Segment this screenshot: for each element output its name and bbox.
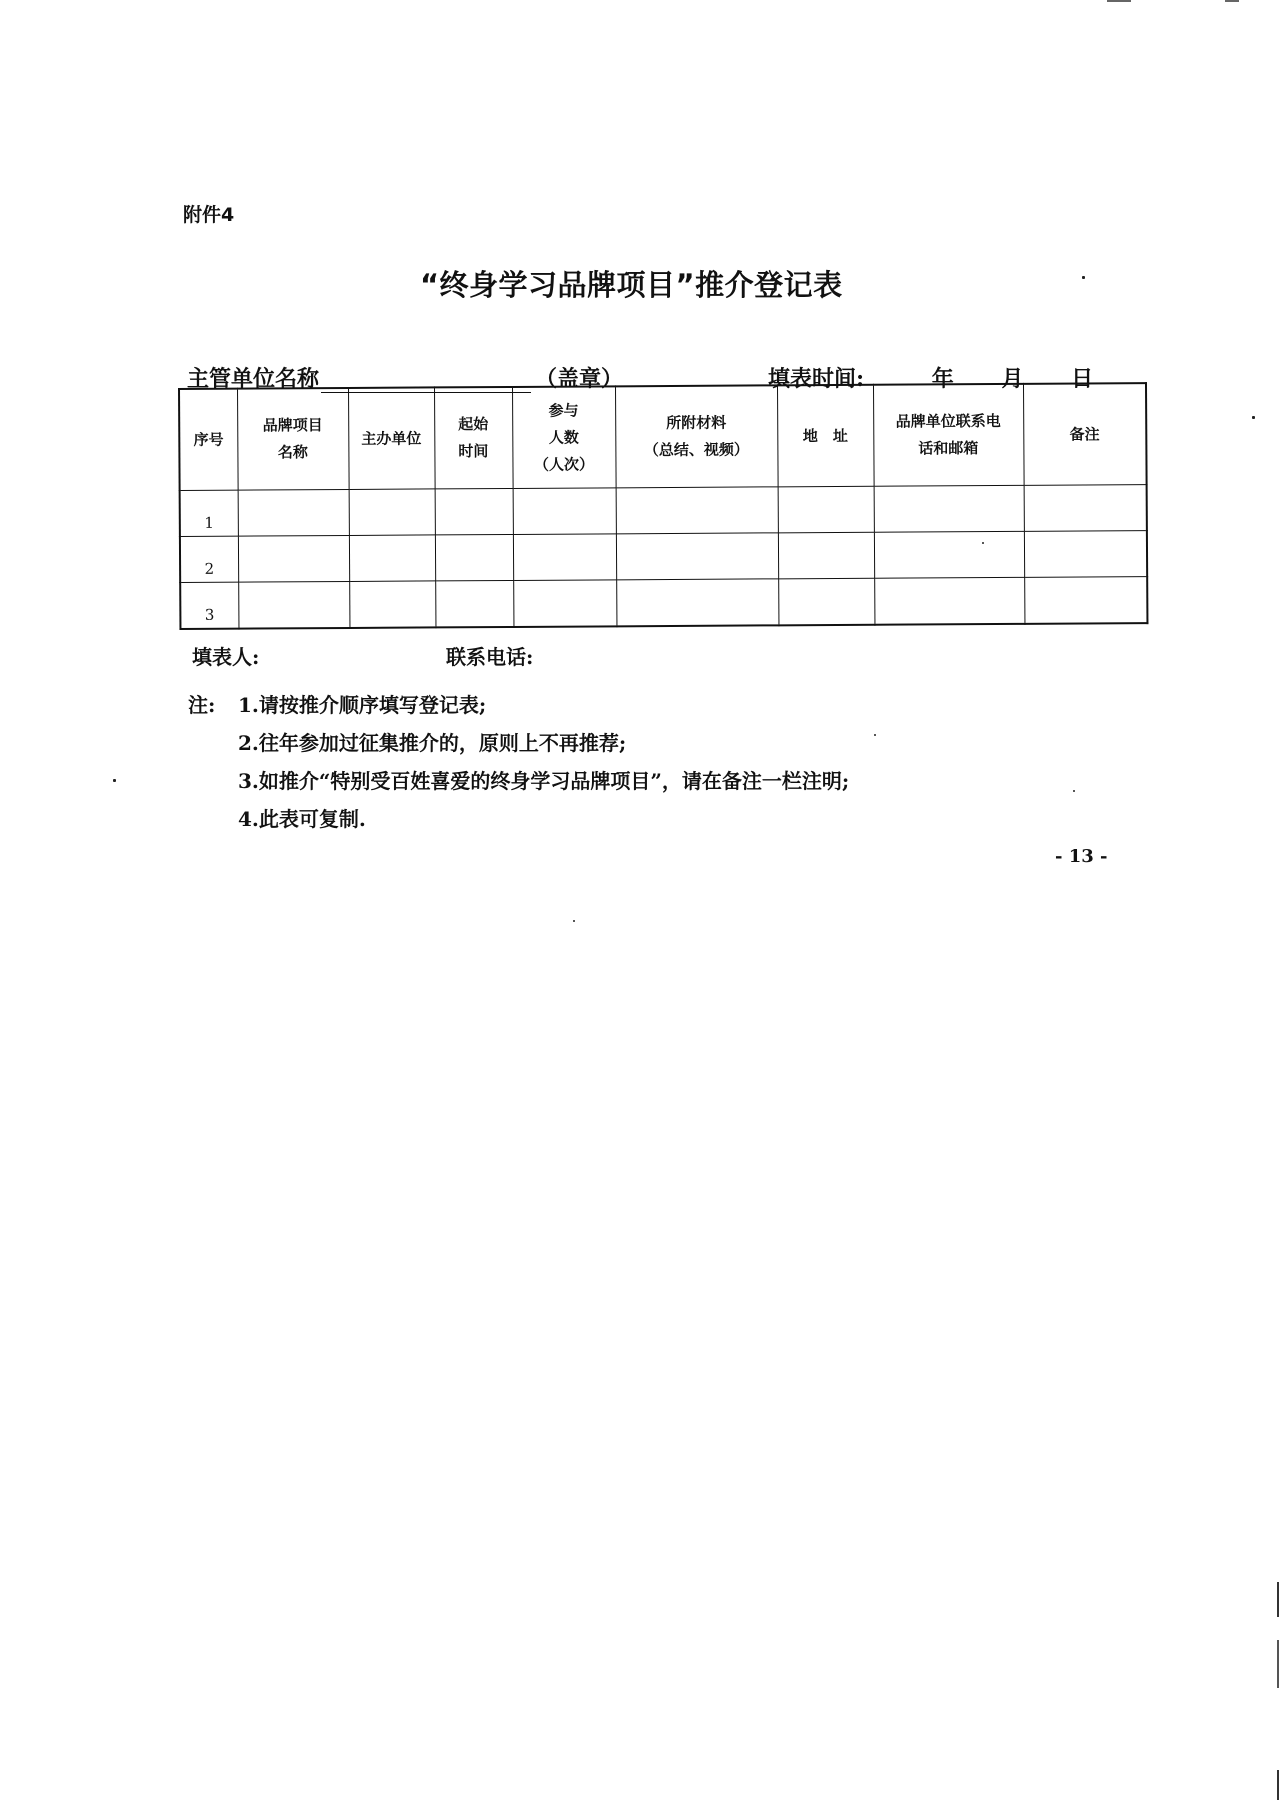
scan-speck [874,734,876,736]
registration-table [178,382,1148,630]
scan-edge-mark [1277,1770,1279,1800]
supervising-unit-label: 主管单位名称 [187,366,320,392]
scan-edge-mark [1277,1640,1279,1688]
row-seq: 3 [180,582,238,629]
note-item: 注: 1.请按推介顺序填写登记表; [188,686,849,724]
filler-label: 填表人: [192,645,260,669]
note-item: 3.如推介“特别受百姓喜爱的终身学习品牌项目”，请在备注一栏注明; [238,769,850,793]
cell-address[interactable] [778,486,874,533]
notes-prefix: 注: [188,693,216,717]
cell-attached-materials[interactable] [616,579,778,626]
header-seq: 序号 [179,389,238,491]
table-row [180,485,1147,537]
cell-brand-project-name[interactable] [238,581,349,628]
scan-edge-mark [1277,1582,1279,1617]
contact-phone-label: 联系电话: [446,645,534,669]
row-seq: 1 [180,490,238,536]
cell-contact-phone-email[interactable] [874,485,1024,532]
day-label: 日 [1071,366,1094,392]
note-item: 4.此表可复制. [238,807,366,831]
header-remarks: 备注 [1023,383,1147,485]
table-row [180,577,1147,629]
scan-speck [982,542,984,544]
header-host-unit: 主办单位 [348,387,435,489]
scan-smudge [1107,0,1131,2]
scan-speck [113,779,116,782]
attachment-label: 附件4 [183,204,235,226]
cell-host-unit[interactable] [349,535,435,582]
page-title: “终身学习品牌项目”推介登记表 [420,268,843,302]
header-contact-phone-email: 品牌单位联系电 话和邮箱 [873,384,1024,486]
cell-address[interactable] [778,578,874,625]
header-participants: 参与 人数 （人次） [512,386,616,488]
year-label: 年 [931,366,954,392]
cell-remarks[interactable] [1024,485,1147,532]
cell-attached-materials[interactable] [616,487,778,534]
header-attached-materials: 所附材料 （总结、视频） [615,385,778,487]
cell-start-time[interactable] [435,534,513,580]
scan-speck [1082,276,1085,279]
page-number: - 13 - [1055,846,1108,867]
cell-remarks[interactable] [1024,531,1147,578]
scan-smudge [1225,0,1239,2]
cell-participants[interactable] [513,580,616,627]
cell-remarks[interactable] [1024,577,1147,624]
month-label: 月 [1001,366,1024,392]
header-brand-project-name: 品牌项目 名称 [237,388,349,490]
row-seq: 2 [180,536,238,582]
cell-address[interactable] [778,532,874,579]
cell-attached-materials[interactable] [616,533,778,580]
cell-brand-project-name[interactable] [238,489,349,536]
table-header-row [179,383,1147,490]
header-address: 地 址 [777,385,874,487]
cell-brand-project-name[interactable] [238,535,349,582]
cell-contact-phone-email[interactable] [874,531,1024,578]
cell-contact-phone-email[interactable] [874,577,1024,624]
cell-host-unit[interactable] [349,581,435,628]
cell-participants[interactable] [513,534,616,581]
table-row [180,531,1147,583]
scan-speck [1073,790,1075,792]
fill-date-label: 填表时间: [768,366,865,392]
scan-speck [1252,416,1255,419]
notes-section [188,686,849,838]
header-start-time: 起始 时间 [434,387,513,489]
scan-speck [573,920,575,922]
cell-participants[interactable] [513,488,616,535]
cell-host-unit[interactable] [349,489,435,536]
note-item: 2.往年参加过征集推介的，原则上不再推荐; [238,731,627,755]
cell-start-time[interactable] [435,580,513,627]
seal-label: （盖章） [535,366,624,392]
cell-start-time[interactable] [435,488,513,534]
